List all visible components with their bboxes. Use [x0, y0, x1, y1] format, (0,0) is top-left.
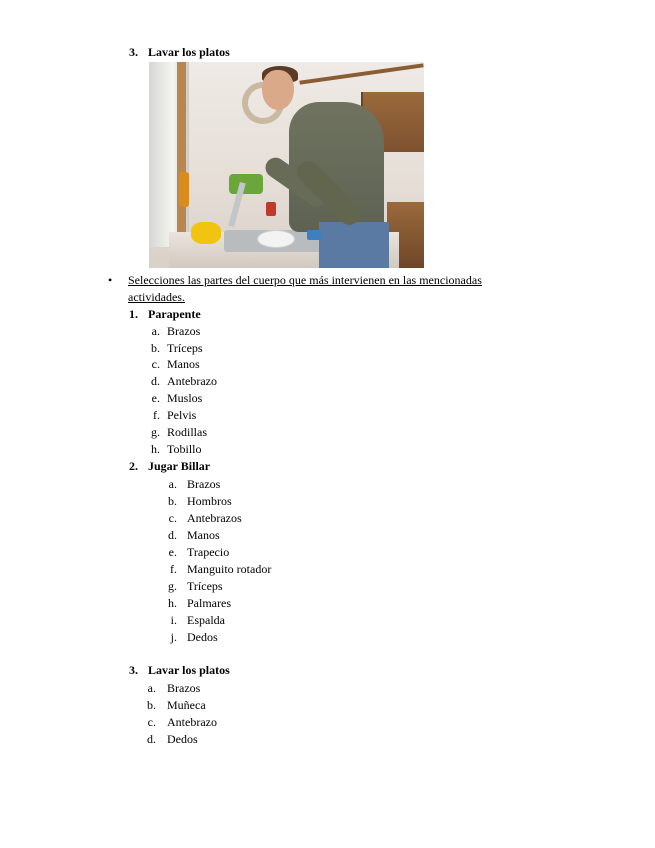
list-letter: j.: [170, 630, 177, 644]
list-letter: h.: [151, 442, 160, 456]
list-letter: b.: [168, 494, 177, 508]
list-letter: c.: [147, 715, 156, 729]
list-text: Rodillas: [167, 425, 208, 439]
section-title: Parapente: [148, 307, 201, 321]
list-letter: a.: [151, 324, 160, 338]
bullet-text-line1: Selecciones las partes del cuerpo que más intervienen en las mencionadas: [128, 273, 482, 287]
list-letter: a.: [147, 681, 156, 695]
section-title: Lavar los platos: [148, 45, 230, 59]
section-number: 2.: [129, 459, 138, 473]
section-number: 1.: [129, 307, 138, 321]
list-letter: d.: [151, 374, 160, 388]
list-text: Pelvis: [167, 408, 197, 422]
list-text: Tríceps: [187, 579, 223, 593]
bullet-marker: •: [108, 273, 113, 287]
list-letter: h.: [168, 596, 177, 610]
section-title: Lavar los platos: [148, 663, 230, 677]
list-text: Antebrazo: [167, 715, 217, 729]
list-text: Dedos: [167, 732, 198, 746]
list-letter: g.: [151, 425, 160, 439]
list-text: Muslos: [167, 391, 203, 405]
list-text: Manos: [167, 357, 200, 371]
list-text: Tríceps: [167, 341, 203, 355]
section-title: Jugar Billar: [148, 459, 211, 473]
list-text: Palmares: [187, 596, 231, 610]
list-text: Brazos: [187, 477, 221, 491]
section-number: 3.: [129, 663, 138, 677]
list-text: Muñeca: [167, 698, 206, 712]
section-number: 3.: [129, 45, 138, 59]
list-letter: e.: [151, 391, 160, 405]
list-letter: d.: [168, 528, 177, 542]
list-text: Trapecio: [187, 545, 230, 559]
list-letter: c.: [151, 357, 160, 371]
list-text: Antebrazo: [167, 374, 217, 388]
list-letter: e.: [168, 545, 177, 559]
list-letter: i.: [170, 613, 177, 627]
list-text: Manos: [187, 528, 220, 542]
list-text: Tobillo: [167, 442, 202, 456]
list-text: Brazos: [167, 681, 201, 695]
list-letter: a.: [168, 477, 177, 491]
list-letter: c.: [168, 511, 177, 525]
list-letter: b.: [151, 341, 160, 355]
bullet-text-line2: actividades.: [128, 290, 185, 304]
list-text: Brazos: [167, 324, 201, 338]
list-letter: b.: [147, 698, 156, 712]
list-letter: f.: [153, 408, 160, 422]
list-text: Dedos: [187, 630, 218, 644]
list-text: Manguito rotador: [187, 562, 272, 576]
list-letter: g.: [168, 579, 177, 593]
dishwashing-photo: [149, 62, 424, 268]
list-text: Antebrazos: [187, 511, 242, 525]
list-letter: d.: [147, 732, 156, 746]
list-letter: f.: [170, 562, 177, 576]
list-text: Hombros: [187, 494, 232, 508]
list-text: Espalda: [187, 613, 225, 627]
